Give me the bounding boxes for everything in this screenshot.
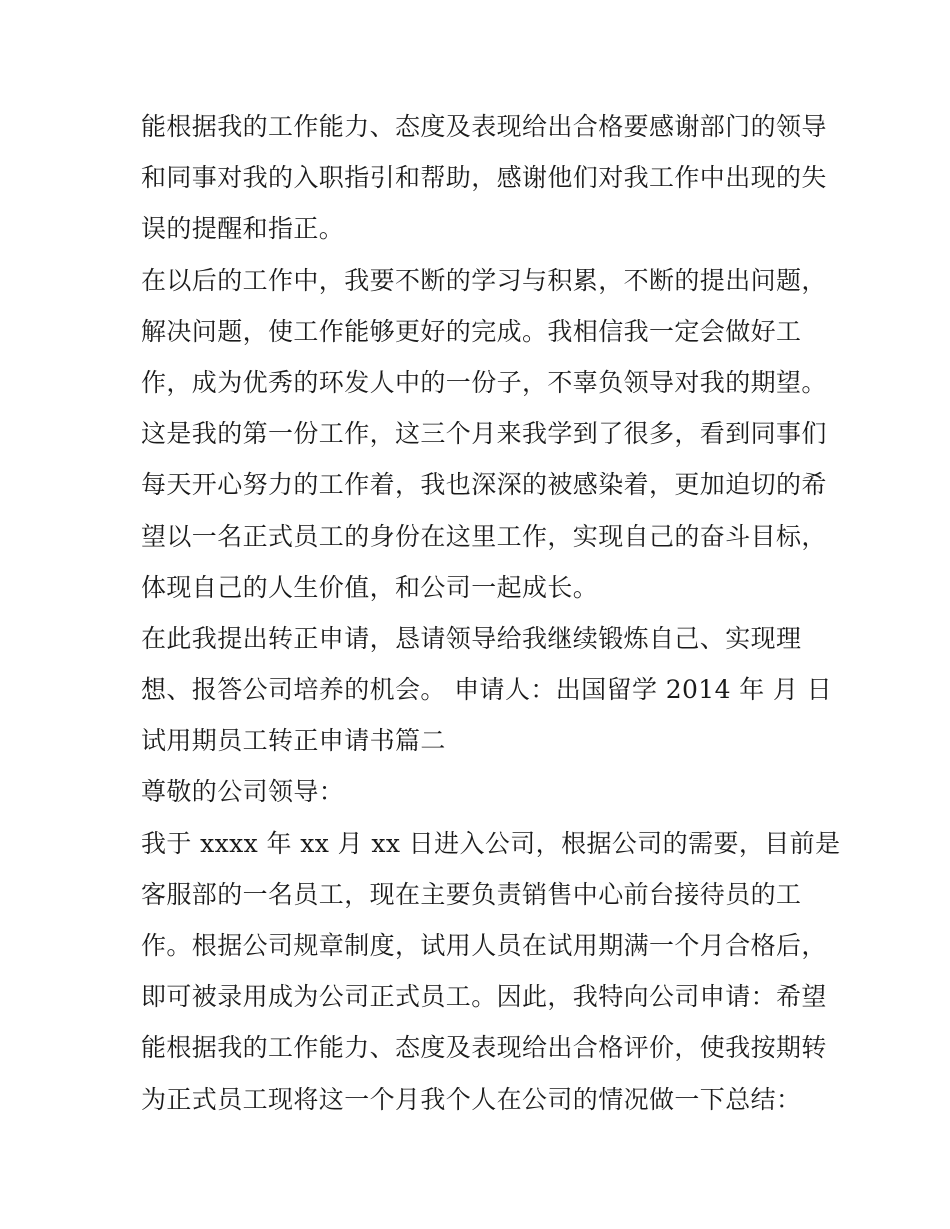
text-line: 我于 xxxx 年 xx 月 xx 日进入公司，根据公司的需要，目前是 xyxy=(141,828,841,858)
text-line: 能根据我的工作能力、态度及表现给出合格要感谢部门的领导 xyxy=(141,112,827,141)
text-line: 体现自己的人生价值，和公司一起成长。 xyxy=(141,572,599,602)
document-body xyxy=(141,101,841,1125)
text-line: 和同事对我的入职指引和帮助，感谢他们对我工作中出现的失 xyxy=(141,163,827,193)
text-line: 望以一名正式员工的身份在这里工作，实现自己的奋斗目标， xyxy=(141,521,827,551)
text-line: 误的提醒和指正。 xyxy=(141,214,345,244)
section-heading: 试用期员工转正申请书篇二 xyxy=(141,726,446,756)
text-line: 即可被录用成为公司正式员工。因此，我特向公司申请：希望 xyxy=(141,982,827,1012)
text-line: 能根据我的工作能力、态度及表现给出合格评价，使我按期转 xyxy=(141,1033,827,1063)
text-line: 这是我的第一份工作，这三个月来我学到了很多，看到同事们 xyxy=(141,419,827,449)
salutation: 尊敬的公司领导： xyxy=(141,777,345,807)
text-line: 解决问题，使工作能够更好的完成。我相信我一定会做好工 xyxy=(141,316,802,346)
text-line: 想、报答公司培养的机会。 申请人：出国留学 2014 年 月 日 xyxy=(141,675,833,705)
text-line: 每天开心努力的工作着，我也深深的被感染着，更加迫切的希 xyxy=(141,470,827,500)
text-line: 作，成为优秀的环发人中的一份子，不辜负领导对我的期望。 xyxy=(141,367,827,397)
text-line: 在此我提出转正申请，恳请领导给我继续锻炼自己、实现理 xyxy=(141,623,802,653)
text-line: 作。根据公司规章制度，试用人员在试用期满一个月合格后， xyxy=(141,931,827,960)
text-line: 在以后的工作中，我要不断的学习与积累，不断的提出问题， xyxy=(141,265,827,295)
text-line: 客服部的一名员工，现在主要负责销售中心前台接待员的工 xyxy=(141,879,802,909)
text-line: 为正式员工现将这一个月我个人在公司的情况做一下总结： xyxy=(141,1084,802,1114)
